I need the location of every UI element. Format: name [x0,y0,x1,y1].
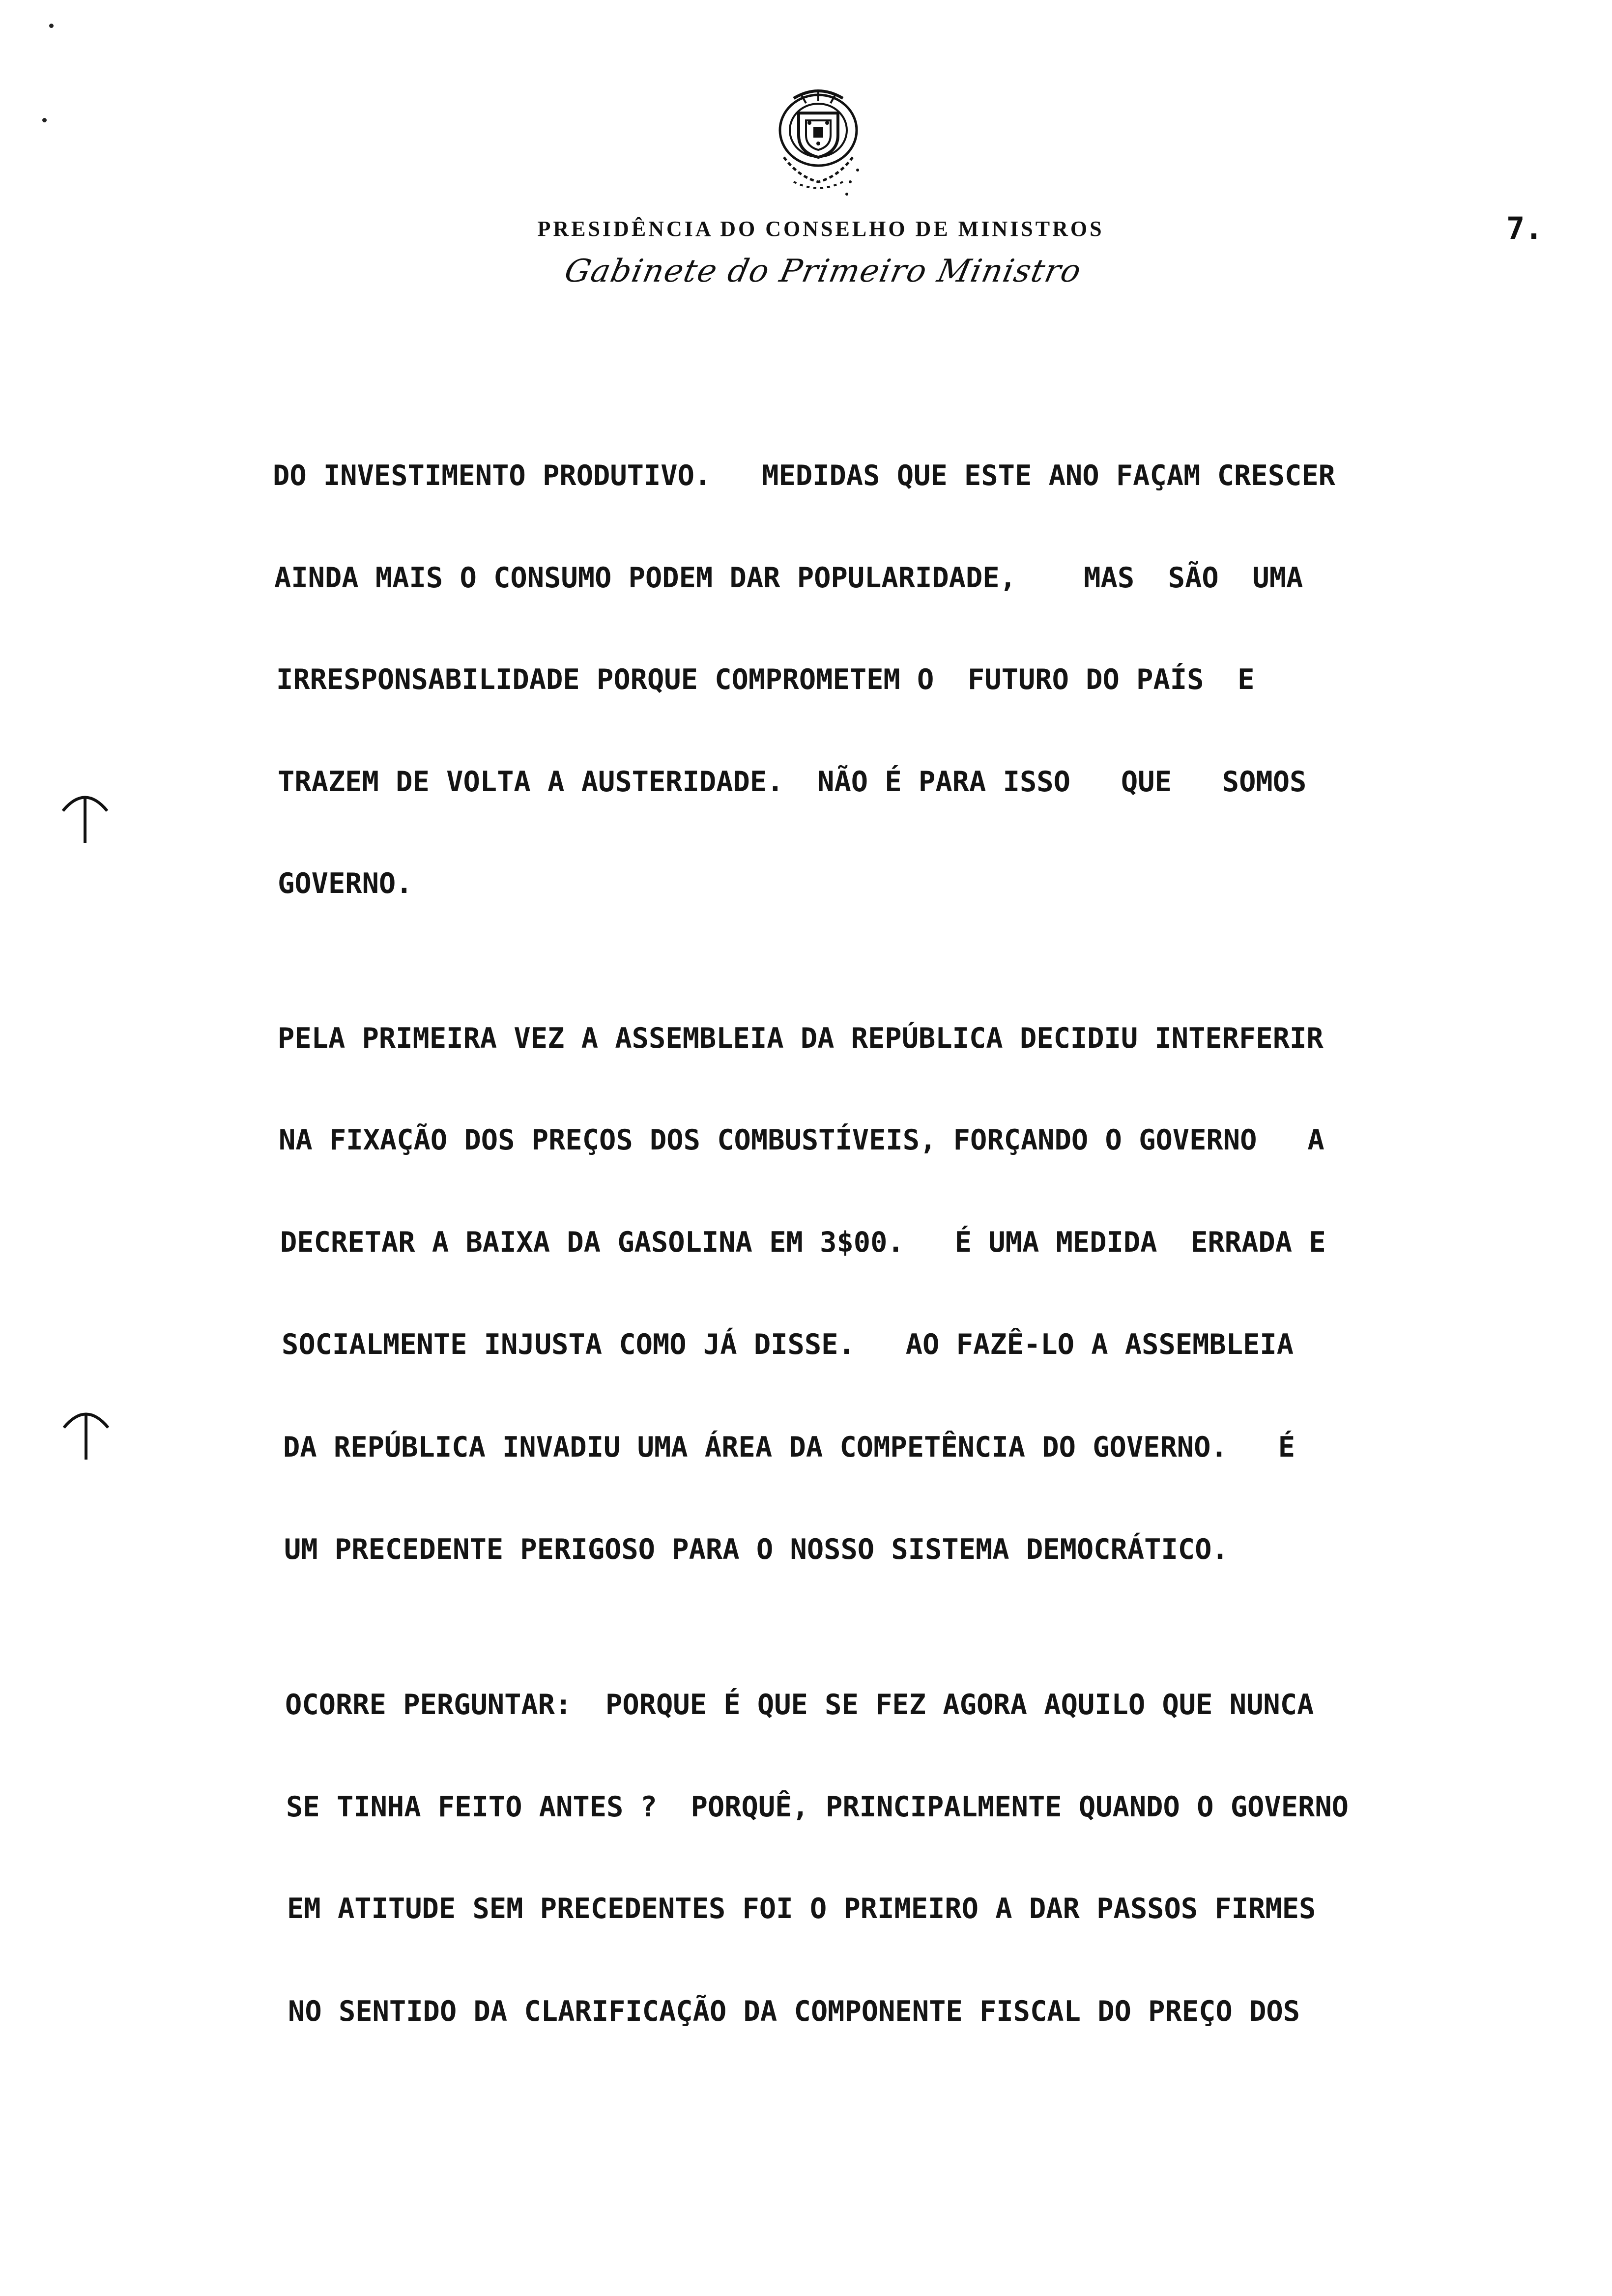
stray-mark [42,118,47,122]
punch-hole-mark-icon [58,786,112,845]
text-line: OCORRE PERGUNTAR: PORQUE É QUE SE FEZ AGORA AQUILO QUE NUNCA [285,1689,1314,1721]
coat-of-arms-emblem [764,84,872,201]
header-subtitle: Gabinete do Primeiro Ministro [561,253,1085,289]
text-line: TRAZEM DE VOLTA A AUSTERIDADE. NÃO É PARA ISSO QUE SOMOS [278,766,1307,798]
text-line: UM PRECEDENTE PERIGOSO PARA O NOSSO SISTEMA DEMOCRÁTICO. [284,1533,1229,1566]
text-line: SE TINHA FEITO ANTES ? PORQUÊ, PRINCIPALMENTE QUANDO O GOVERNO [286,1791,1349,1823]
text-line: GOVERNO. [278,867,413,900]
text-line: PELA PRIMEIRA VEZ A ASSEMBLEIA DA REPÚBLICA DECIDIU INTERFERIR [278,1022,1324,1055]
stray-mark [49,24,54,28]
text-line: EM ATITUDE SEM PRECEDENTES FOI O PRIMEIRO A DAR PASSOS FIRMES [287,1893,1316,1925]
text-line: NO SENTIDO DA CLARIFICAÇÃO DA COMPONENTE FISCAL DO PREÇO DOS [288,1995,1300,2028]
text-line: SOCIALMENTE INJUSTA COMO JÁ DISSE. AO FAZÊ-LO A ASSEMBLEIA [282,1328,1294,1361]
page-number: 7. [1506,210,1543,246]
text-line: IRRESPONSABILIDADE PORQUE COMPROMETEM O FUTURO DO PAÍS E [276,663,1255,696]
punch-hole-mark-icon [59,1403,113,1462]
text-line: DA REPÚBLICA INVADIU UMA ÁREA DA COMPETÊNCIA DO GOVERNO. É [283,1431,1295,1464]
text-line: AINDA MAIS O CONSUMO PODEM DAR POPULARIDADE, MAS SÃO UMA [274,562,1303,594]
text-line: NA FIXAÇÃO DOS PREÇOS DOS COMBUSTÍVEIS, FORÇANDO O GOVERNO A [279,1124,1324,1156]
text-line: DECRETAR A BAIXA DA GASOLINA EM 3$00. É UMA MEDIDA ERRADA E [280,1226,1326,1259]
text-line: DO INVESTIMENTO PRODUTIVO. MEDIDAS QUE ESTE ANO FAÇAM CRESCER [273,459,1335,492]
header-title: PRESIDÊNCIA DO CONSELHO DE MINISTROS [537,217,1104,241]
